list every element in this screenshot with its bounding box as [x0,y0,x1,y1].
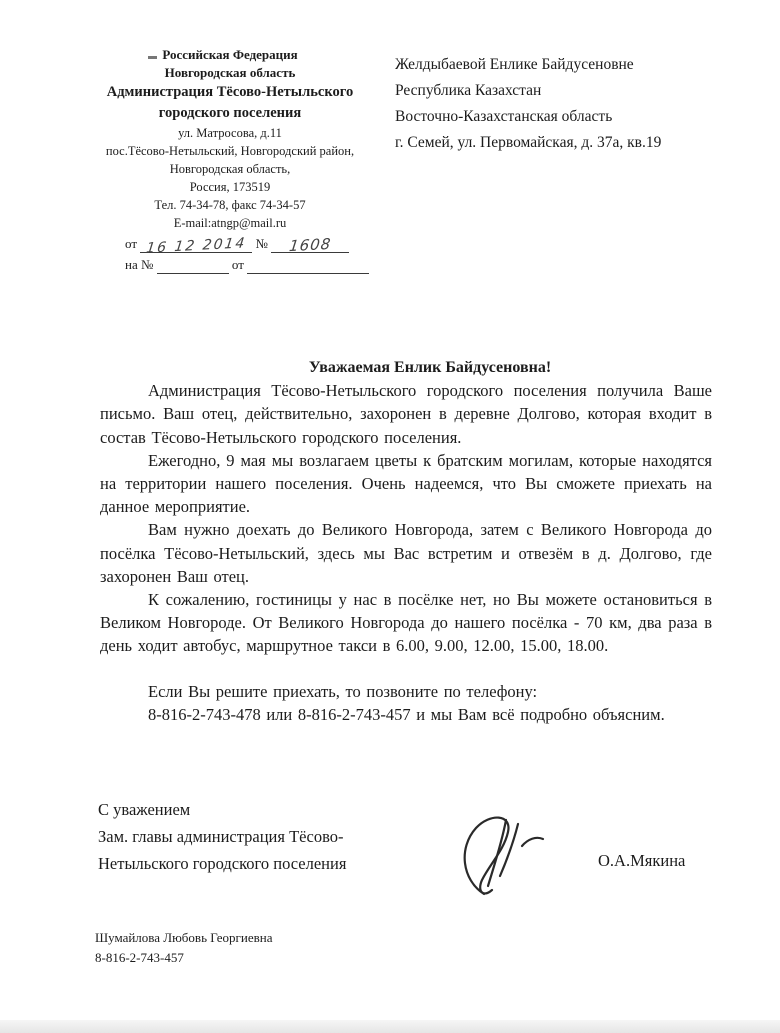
outgoing-number-label: № [255,236,268,251]
paragraph-3: Вам нужно доехать до Великого Новгорода, затем с Великого Новгорода до посёлка Тёсово-Нетыльский, здесь мы Вас встретим и отвезём в д. Долгово, где захоронен Ваш отец. [100,520,712,586]
scan-edge-artifact [0,1020,780,1033]
paragraph-4: К сожалению, гостиницы у нас в посёлке нет, но Вы можете остановиться в Великом Новгороде. От Великого Новгорода до нашего посёлка - 70 км, два раза в день ходит автобус, маршрутное такси в 6.00, 9.00, 12.00, 15.00, 18.00. [100,590,712,656]
paragraph-6-phones: 8-816-2-743-478 или 8-816-2-743-457 и мы Вам всё подробно объясним. [148,704,665,724]
outgoing-from-label: от [125,236,138,251]
letterhead-country: Российская Федерация [162,47,298,62]
letterhead-email: E-mail:atngp@mail.ru [173,216,287,230]
letter-body [100,356,712,726]
footer-contact [95,928,272,968]
incoming-number-label: на № [125,257,154,272]
recipient-block [395,52,745,156]
letterhead-oblast: Новгородская область, [169,162,291,176]
recipient-country: Республика Казахстан [395,82,542,99]
letterhead-region: Новгородская область [164,65,296,80]
incoming-date-blank [247,258,369,274]
letterhead [85,46,375,274]
closing-line-regards: С уважением [98,800,191,819]
closing-block [98,796,346,877]
letterhead-org-name-line1: Администрация Тёсово-Нетыльского [106,84,354,100]
incoming-number-blank [157,258,229,274]
paragraph-2: Ежегодно, 9 мая мы возлагаем цветы к братским могилам, которые находятся на территории нашего поселения. Очень надеемся, что Вы сможете приехать на данное мероприятие. [100,450,712,517]
paragraph-5: Если Вы решите приехать, то позвоните по телефону: [148,681,538,701]
salutation: Уважаемая Енлик Байдусеновна! [308,359,552,376]
outgoing-number-line [271,234,349,256]
recipient-address: г. Семей, ул. Первомайская, д. 37а, кв.19 [395,134,662,151]
letterhead-org-name-line2: городского поселения [158,105,302,121]
outgoing-ref-row [85,234,375,257]
closing-line-title-1: Зам. главы администрация Тёсово- [98,827,344,846]
signer-name: О.А.Мякина [598,851,686,870]
recipient-region: Восточно-Казахстанская область [395,108,613,125]
handwritten-date: 16 12 2014 [145,235,248,257]
letterhead-settlement: пос.Тёсово-Нетыльский, Новгородский район, [105,144,355,158]
closing-line-title-2: Нетыльского городского поселения [98,854,347,873]
incoming-from-label: от [231,257,244,272]
footer-contact-name: Шумайлова Любовь Георгиевна [95,930,273,945]
letterhead-country-zip: Россия, 173519 [189,180,271,194]
letterhead-street: ул. Матросова, д.11 [178,126,282,140]
paragraph-1: Администрация Тёсово-Нетыльского городского поселения получила Ваше письмо. Ваш отец, действительно, захоронен в деревне Долгово, которая входит в состав Тёсово-Нетыльского городского поселения. [100,381,712,447]
incoming-ref-row [85,255,375,274]
recipient-name: Желдыбаевой Енлике Байдусеновне [395,56,634,73]
outgoing-date-line [140,235,252,257]
signature-scribble-icon [450,804,570,904]
footer-contact-phone: 8-816-2-743-457 [95,950,184,965]
handwritten-number: 1608 [288,234,333,256]
letterhead-phone: Тел. 74-34-78, факс 74-34-57 [154,198,306,212]
